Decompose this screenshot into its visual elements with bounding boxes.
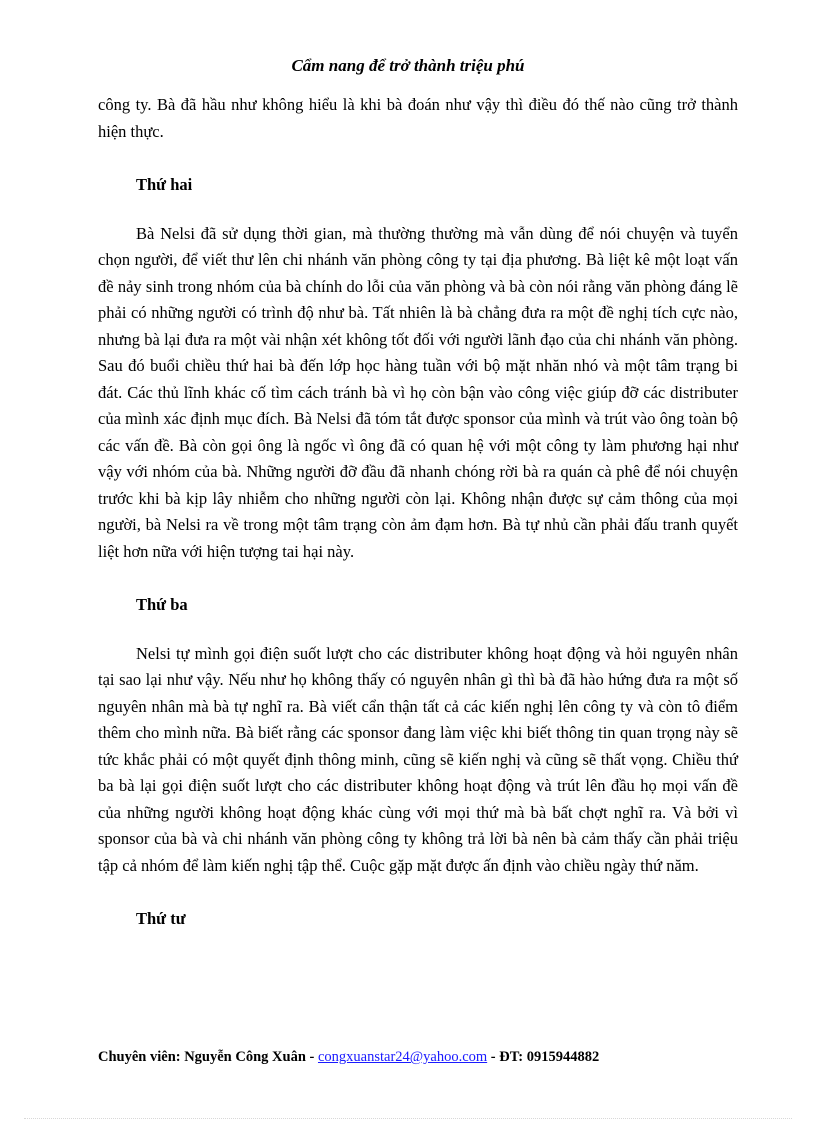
intro-paragraph: công ty. Bà đã hầu như không hiểu là khi bà đoán như vậy thì điều đó thế nào cũng trở thành hiện thực. bbox=[98, 95, 738, 141]
footer-author: Chuyên viên: Nguyễn Công Xuân - bbox=[98, 1049, 318, 1065]
page-bottom-divider bbox=[24, 1118, 792, 1119]
footer-email-link[interactable]: congxuanstar24@yahoo.com bbox=[317, 1049, 488, 1065]
footer-phone: - ĐT: 0915944882 bbox=[487, 1049, 600, 1065]
paragraph-thu-ba: Nelsi tự mình gọi điện suốt lượt cho các distributer không hoạt động và hỏi nguyên nhân tại sao lại như vậy. Nếu như họ không thấy có nguyên nhân gì thì bà đã hào hứng đưa ra một số nguyên nhân mà bà tự nghĩ ra. Bà viết cẩn thận tất cả các kiến nghị lên công ty và còn tô điểm thêm cho mình nữa. Bà biết rằng các sponsor đang làm việc khi biết thông tin quan trọng này sẽ tức khắc phải có một quyết định thông minh, cũng sẽ kiến nghị và cũng sẽ thất vọng. Chiều thứ ba bà lại gọi điện suốt lượt cho các distributer không hoạt động và trút lên đầu họ mọi vấn đề của những người không hoạt động khác cùng với mọi thứ mà bà bất chợt nghĩ ra. Và bởi vì sponsor của bà và chi nhánh văn phòng công ty không trả lời bà nên bà cảm thấy cần phải triệu tập cả nhóm để làm kiến nghị tập thể. Cuộc gặp mặt được ấn định vào chiều ngày thứ năm. bbox=[98, 643, 738, 875]
heading-thu-tu: Thứ tư bbox=[136, 909, 186, 928]
document-body bbox=[98, 92, 738, 933]
heading-thu-hai: Thứ hai bbox=[136, 175, 193, 194]
page-header-title: Cẩm nang để trở thành triệu phú bbox=[291, 56, 525, 75]
heading-thu-ba: Thứ ba bbox=[136, 595, 188, 614]
paragraph-thu-hai: Bà Nelsi đã sử dụng thời gian, mà thường thường mà vẫn dùng để nói chuyện và tuyển chọn người, để viết thư lên chi nhánh văn phòng công ty tại địa phương. Bà liệt kê một loạt vấn đề nảy sinh trong nhóm của bà chính do lỗi của văn phòng và bà còn nói rằng văn phòng đáng lẽ phải có những người có trình độ như bà. Tất nhiên là bà chẳng đưa ra một đề nghị tích cực nào, nhưng bà lại đưa ra một vài nhận xét không tốt đối với người lãnh đạo của chi nhánh văn phòng. Sau đó buổi chiều thứ hai bà đến lớp học hàng tuần với bộ mặt nhăn nhó và một tâm trạng bi đát. Các thủ lĩnh khác cố tìm cách tránh bà vì họ còn bận vào công việc giúp đỡ các distributer của mình xác định mục đích. Bà Nelsi đã tóm tắt được sponsor của mình và trút vào ông toàn bộ các vấn đề. Bà còn gọi ông là ngốc vì ông đã có quan hệ với một công ty làm phương hại như vậy với nhóm của bà. Những người đỡ đầu đã nhanh chóng rời bà ra quán cà phê để nói chuyện trước khi bà kịp lây nhiễm cho những người còn lại. Không nhận được sự cảm thông của mọi người, bà Nelsi ra về trong một tâm trạng còn ảm đạm hơn. Bà tự nhủ cần phải đấu tranh quyết liệt hơn nữa với hiện tượng tai hại này. bbox=[98, 223, 738, 561]
page-footer bbox=[98, 1049, 738, 1066]
